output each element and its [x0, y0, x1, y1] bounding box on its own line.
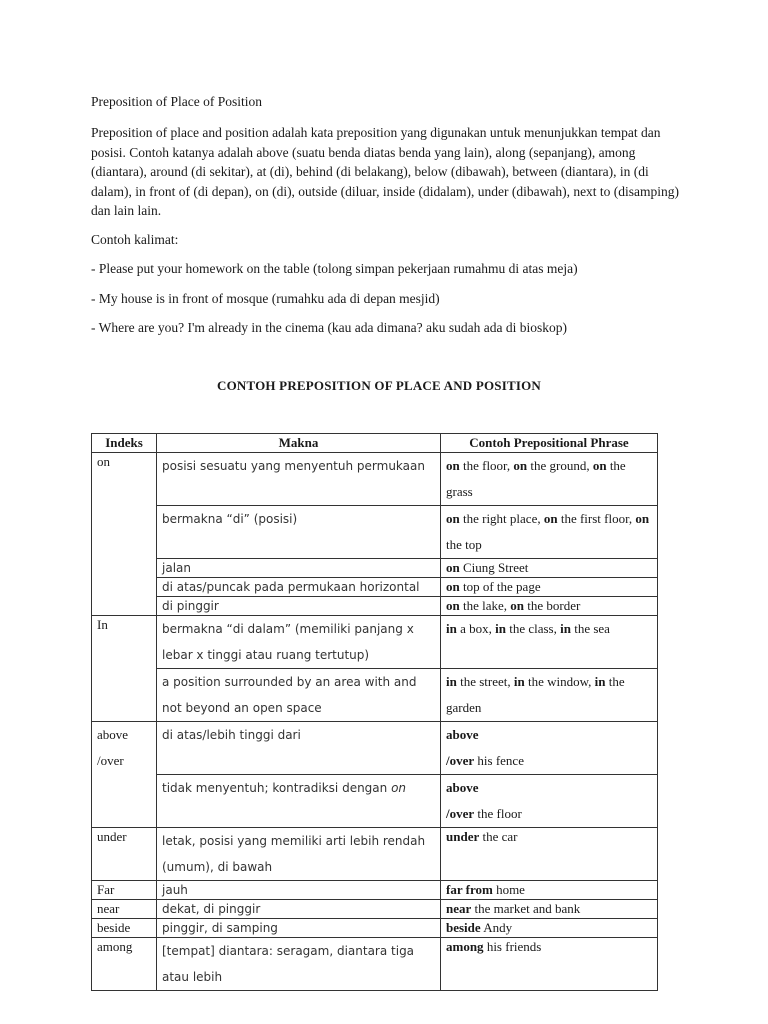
contoh-cell [441, 506, 658, 559]
keyword: in [513, 674, 525, 689]
keyword: on [510, 598, 525, 613]
index-cell: beside [92, 919, 157, 938]
phrase-text: the floor, [459, 458, 514, 473]
phrase-text: his friends [483, 939, 542, 954]
keyword: on [446, 579, 460, 594]
contoh-cell [441, 775, 658, 828]
index-cell: In [92, 616, 157, 722]
table-row [92, 722, 658, 775]
phrase-text: the window, [524, 674, 595, 689]
keyword: above [446, 780, 479, 795]
keyword: above [446, 727, 479, 742]
keyword: beside [446, 920, 481, 935]
keyword: far from [446, 882, 493, 897]
makna-cell: dekat, di pinggir [157, 900, 441, 919]
header-indeks: Indeks [92, 434, 157, 453]
keyword: on [635, 511, 650, 526]
header-makna: Makna [157, 434, 441, 453]
phrase-text: the garden [446, 674, 625, 715]
phrase-text: the lake, [459, 598, 511, 613]
preposition-table [91, 433, 658, 991]
index-cell: among [92, 938, 157, 991]
makna-cell: bermakna “di” (posisi) [157, 506, 441, 559]
contoh-cell [441, 938, 658, 991]
makna-cell: a position surrounded by an area with and not beyond an open space [157, 669, 441, 722]
keyword: in [446, 674, 457, 689]
intro-paragraph: Preposition of place and position adalah kata preposition yang digunakan untuk menunjukkan tempat dan posisi. Contoh katanya adalah above (suatu benda diatas benda yang lain), along (sepanjang), among (diantara), around (di sekitar), at (di), behind (di belakang), below (dibawah), between (diantara), in (di dalam), in front of (di depan), on (di), outside (diluar, inside (didalam), under (dibawah), next to (disamping) dan lain lain. [91, 125, 680, 218]
phrase-text: the grass [446, 458, 626, 499]
keyword: /over [446, 753, 475, 768]
contoh-cell [441, 578, 658, 597]
index-cell: under [92, 828, 157, 881]
example-sentence-2: - My house is in front of mosque (rumahku ada di depan mesjid) [91, 291, 440, 306]
index-cell: on [92, 453, 157, 616]
phrase-text: the border [524, 598, 581, 613]
table-row [92, 919, 658, 938]
keyword: in [594, 674, 606, 689]
makna-cell: [tempat] diantara: seragam, diantara tiga atau lebih [157, 938, 441, 991]
keyword: near [446, 901, 472, 916]
index-cell: near [92, 900, 157, 919]
makna-cell: di pinggir [157, 597, 441, 616]
contoh-cell [441, 900, 658, 919]
keyword: on [446, 560, 460, 575]
makna-cell: di atas/lebih tinggi dari [157, 722, 441, 775]
index-cell: Far [92, 881, 157, 900]
table-row [92, 775, 658, 828]
table-row [92, 881, 658, 900]
example-sentence-1: - Please put your homework on the table (tolong simpan pekerjaan rumahmu di atas meja) [91, 261, 578, 276]
table-heading: CONTOH PREPOSITION OF PLACE AND POSITION [216, 378, 542, 393]
contoh-cell [441, 669, 658, 722]
contoh-cell [441, 616, 658, 669]
makna-cell: di atas/puncak pada permukaan horizontal [157, 578, 441, 597]
table-header-row [92, 434, 658, 453]
header-contoh: Contoh Prepositional Phrase [441, 434, 658, 453]
contoh-cell [441, 559, 658, 578]
phrase-text: a box, [456, 621, 496, 636]
makna-cell: posisi sesuatu yang menyentuh permukaan [157, 453, 441, 506]
makna-cell: letak, posisi yang memiliki arti lebih rendah (umum), di bawah [157, 828, 441, 881]
keyword: on [543, 511, 558, 526]
makna-italic: on [391, 781, 407, 795]
phrase-text: Andy [480, 920, 513, 935]
contoh-cell [441, 828, 658, 881]
table-row [92, 578, 658, 597]
keyword: under [446, 829, 480, 844]
keyword: in [495, 621, 506, 636]
phrase-text: the market and bank [471, 901, 581, 916]
makna-cell: bermakna “di dalam” (memiliki panjang x lebar x tinggi atau ruang tertutup) [157, 616, 441, 669]
contoh-cell [441, 453, 658, 506]
examples-label: Contoh kalimat: [91, 232, 179, 247]
keyword: on [446, 598, 460, 613]
makna-cell [157, 775, 441, 828]
table-row [92, 616, 658, 669]
table-row [92, 828, 658, 881]
table-row [92, 938, 658, 991]
phrase-text: the top [446, 537, 482, 552]
phrase-text: the sea [570, 621, 610, 636]
makna-cell: jalan [157, 559, 441, 578]
keyword: in [560, 621, 571, 636]
contoh-cell [441, 919, 658, 938]
phrase-text: the ground, [527, 458, 593, 473]
index-cell: above /over [92, 722, 157, 828]
contoh-cell [441, 597, 658, 616]
keyword: on [513, 458, 528, 473]
phrase-text: home [492, 882, 525, 897]
contoh-cell [441, 722, 658, 775]
contoh-cell [441, 881, 658, 900]
phrase-text: the right place, [459, 511, 544, 526]
makna-cell: pinggir, di samping [157, 919, 441, 938]
phrase-text: the car [479, 829, 518, 844]
table-row [92, 597, 658, 616]
phrase-text: his fence [474, 753, 524, 768]
table-row [92, 559, 658, 578]
table-row [92, 453, 658, 506]
keyword: on [446, 458, 460, 473]
table-row [92, 669, 658, 722]
keyword: on [446, 511, 460, 526]
phrase-text: the floor [474, 806, 522, 821]
phrase-text: the street, [456, 674, 514, 689]
phrase-text: the first floor, [557, 511, 636, 526]
keyword: among [446, 939, 484, 954]
document-title: Preposition of Place of Position [91, 94, 262, 109]
makna-text: tidak menyentuh; kontradiksi dengan [162, 781, 392, 795]
phrase-text: top of the page [459, 579, 541, 594]
makna-cell: jauh [157, 881, 441, 900]
phrase-text: Ciung Street [459, 560, 529, 575]
keyword: in [446, 621, 457, 636]
keyword: /over [446, 806, 475, 821]
table-row [92, 506, 658, 559]
phrase-text: the class, [505, 621, 561, 636]
example-sentence-3: - Where are you? I'm already in the cinema (kau ada dimana? aku sudah ada di bioskop) [91, 320, 567, 335]
keyword: on [592, 458, 607, 473]
table-row [92, 900, 658, 919]
